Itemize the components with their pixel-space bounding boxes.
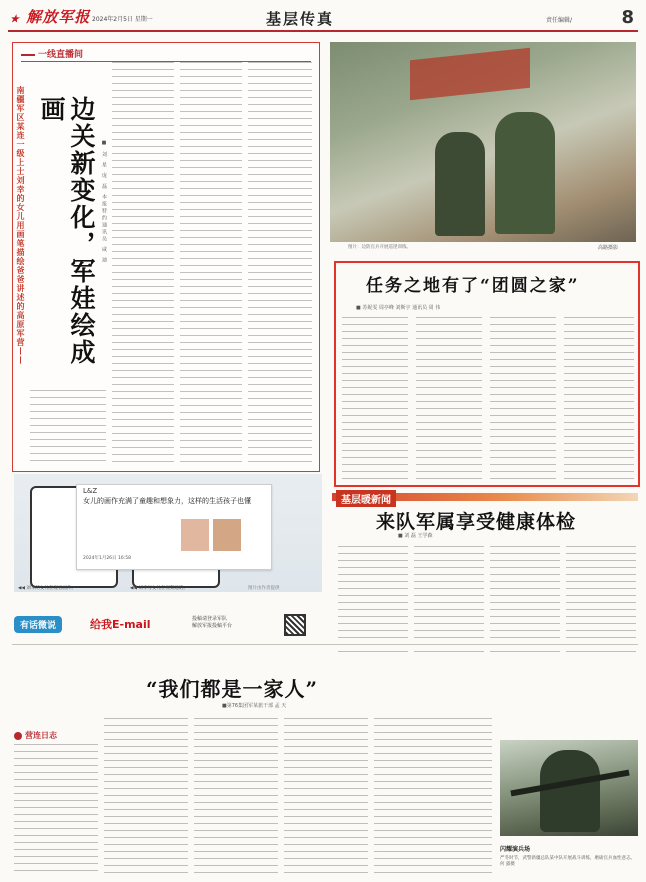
qr-code-icon[interactable]	[284, 614, 306, 636]
bottom-photo-caption	[500, 856, 640, 868]
task-body-col-1	[342, 317, 408, 481]
article-byline: ■ 刘 星 庞 磊 本报特约通讯员 咸 迪	[101, 140, 107, 265]
task-body-col-3	[490, 317, 556, 481]
article-body-col-3	[248, 62, 312, 462]
soldier-figure	[435, 132, 485, 236]
flag-shape	[410, 48, 530, 101]
mail-banner	[14, 614, 322, 638]
task-body-col-2	[416, 317, 482, 481]
bottom-caption-credit: 何 露摄	[500, 862, 515, 867]
phone-illustration	[14, 474, 322, 592]
section-title: 基层传真	[266, 10, 335, 28]
issue-date: 2024年2月5日 星期一	[92, 16, 153, 23]
photo-caption-mid: ◀◀ 刘幸与女儿在视频通话。	[130, 586, 188, 591]
post-image	[181, 519, 209, 551]
mail-info-line: 投稿请登录军队	[192, 616, 228, 622]
task-article-byline: ■ 苏妮雯 周亭峰 刘斯宇 通讯员 周 伟	[356, 305, 441, 311]
paper-name: 解放军报	[26, 8, 91, 26]
visit-article-byline: ■ 刘 磊 王学森	[398, 533, 433, 539]
post-date: 2024年1月26日 16:58	[83, 556, 131, 561]
visit-body-col-1	[338, 546, 408, 656]
visit-body-col-2	[414, 546, 484, 656]
warm-news-bar	[332, 490, 638, 504]
article-body-col-1	[112, 62, 174, 462]
task-body-col-4	[564, 317, 634, 481]
warm-news-label: 基层暖新闻	[336, 490, 396, 507]
visit-article-title: 来队军属享受健康体检	[376, 511, 577, 533]
mail-info	[192, 616, 232, 630]
masthead	[8, 6, 638, 32]
visit-body-col-3	[490, 546, 560, 656]
mail-tag: 有话微说	[14, 616, 62, 633]
page-number: 8	[621, 7, 634, 28]
task-article-title: 任务之地有了“团圆之家”	[366, 276, 580, 296]
editor-label: 责任编辑/	[546, 17, 573, 24]
family-body-col-3	[194, 718, 278, 874]
bottom-photo-title: 闪耀演兵场	[500, 846, 531, 853]
soldier-figure	[540, 750, 600, 832]
top-photo-credit: 高路摄影	[598, 245, 619, 251]
family-body-col-5	[374, 718, 492, 874]
bottom-caption-text: 严冬时节，武警新疆总队某中队开展战斗训练，磨砺官兵血性意志。	[500, 856, 635, 861]
post-image	[213, 519, 241, 551]
article-headline: 边关新变化，军娃绘成画	[37, 96, 96, 366]
social-post-card	[76, 484, 272, 570]
post-text: 女儿的画作充满了童趣和想象力，这样的生活孩子也懂	[83, 497, 251, 505]
article-subtitle: 南疆军区某连一级上士刘幸的女儿用画笔描绘爸爸讲述的高原军营——	[16, 86, 26, 365]
article-body-col-0	[30, 390, 106, 462]
family-body-col-4	[284, 718, 368, 874]
family-body-col-2	[104, 718, 188, 874]
star-icon: ★	[10, 14, 20, 25]
mail-text: 给我E-mail	[90, 618, 151, 631]
family-article-title: “我们都是一家人”	[146, 677, 319, 701]
soldier-figure	[495, 112, 555, 234]
bottom-photo	[500, 740, 638, 836]
top-photo	[330, 42, 636, 242]
camp-diary-tag: 营连日志	[14, 730, 57, 741]
task-article	[334, 261, 640, 487]
post-user: L&Z	[83, 487, 98, 495]
mail-info-line: 解放军报投稿平台	[192, 623, 233, 629]
divider	[12, 644, 638, 645]
column-tag: 一线直播间	[21, 47, 83, 60]
photo-source: 图片由作者提供	[248, 586, 280, 591]
article-body-col-2	[180, 62, 242, 462]
photo-caption-left: ◀◀ 刘幸的女儿在观看画作。	[18, 586, 76, 591]
family-body-col-1	[14, 744, 98, 874]
visit-body-col-4	[566, 546, 636, 656]
family-article-byline: ■第76集团军某旅干部 孟 天	[222, 703, 287, 709]
top-photo-caption: 图片：边防官兵开展巡逻训练。	[348, 245, 411, 250]
paper-logo	[10, 6, 90, 27]
